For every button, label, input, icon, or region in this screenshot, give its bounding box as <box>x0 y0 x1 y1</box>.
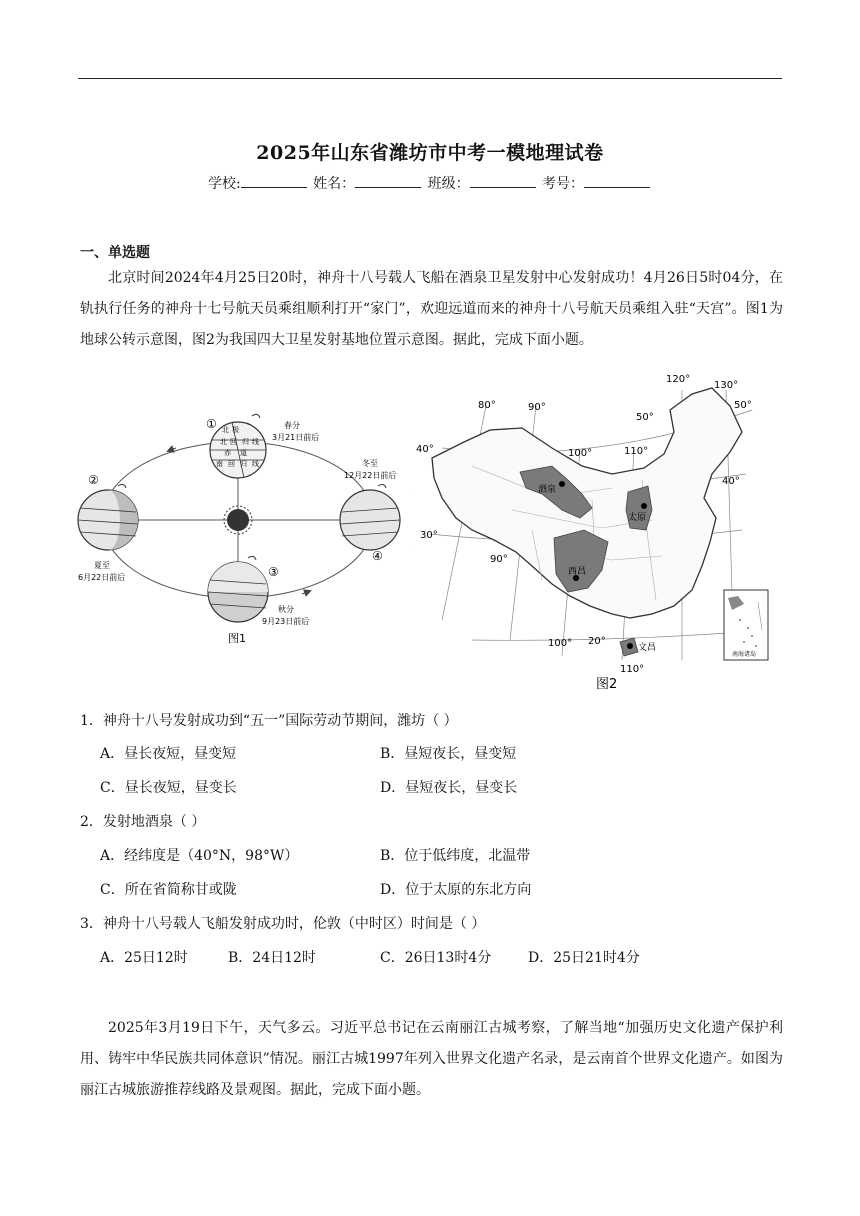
exam-number-blank[interactable] <box>584 175 650 188</box>
position-2-label: 夏至 <box>94 561 110 570</box>
lon-label-90-bottom: 90° <box>490 554 508 565</box>
class-label: 班级： <box>427 176 470 192</box>
lat-label-40-left: 40° <box>416 444 434 455</box>
header-rule <box>78 78 782 79</box>
position-4-label: 冬至 <box>362 459 378 468</box>
question-3-option-c[interactable]: C．26日13时4分 <box>380 950 492 966</box>
base-jiuquan: 酒泉 <box>538 485 557 495</box>
lat-label-40-right: 40° <box>722 476 740 487</box>
question-2-option-b[interactable]: B．位于低纬度，北温带 <box>380 848 531 864</box>
figure-1-earth-revolution <box>72 408 412 648</box>
base-taiyuan: 太原 <box>628 513 647 523</box>
svg-text:归: 归 <box>240 460 247 468</box>
position-3-label: 秋分 <box>278 605 294 614</box>
class-blank[interactable] <box>470 175 536 188</box>
figure-1-caption: 图1 <box>228 632 246 645</box>
position-2-number: ② <box>88 473 99 487</box>
position-1-date: 3月21日前后 <box>272 433 320 442</box>
svg-text:北: 北 <box>220 438 227 446</box>
wenchang-marker <box>627 643 633 649</box>
question-2-stem: 2．发射地酒泉（ ） <box>80 814 206 830</box>
question-3-stem: 3．神舟十八号载人飞船发射成功时，伦敦（中时区）时间是（ ） <box>80 916 486 932</box>
position-1-label: 春分 <box>284 421 300 430</box>
lat-label-30: 30° <box>420 530 438 541</box>
question-2-option-d[interactable]: D．位于太原的东北方向 <box>380 882 532 898</box>
svg-text:赤: 赤 <box>224 449 231 457</box>
svg-text:线: 线 <box>252 460 259 468</box>
question-1-stem: 1．神舟十八号发射成功到“五一”国际劳动节期间，潍坊（ ） <box>80 713 458 729</box>
lon-label-110: 110° <box>624 446 649 457</box>
svg-text:南: 南 <box>216 460 223 468</box>
position-2-date: 6月22日前后 <box>78 573 126 582</box>
base-xichang: 西昌 <box>568 567 587 577</box>
question-2-option-a[interactable]: A．经纬度是（40°N，98°W） <box>100 848 299 864</box>
name-label: 姓名： <box>313 176 356 192</box>
question-1-option-c[interactable]: C．昼长夜短，昼变长 <box>100 780 237 796</box>
section-heading: 一、单选题 <box>80 245 150 261</box>
globe-summer-solstice <box>78 484 138 550</box>
globe-winter-solstice <box>340 484 412 550</box>
svg-text:归: 归 <box>242 438 249 446</box>
lon-label-110-bottom: 110° <box>620 664 645 675</box>
globe-label: 北 <box>222 426 229 434</box>
lon-label-100: 100° <box>568 448 593 459</box>
exam-number-label: 考号： <box>542 176 585 192</box>
name-blank[interactable] <box>355 175 421 188</box>
position-1-number: ① <box>206 417 217 431</box>
student-info-line <box>0 173 860 193</box>
lon-label-120: 120° <box>666 374 691 385</box>
svg-text:极: 极 <box>232 426 239 434</box>
lon-label-100-bottom: 100° <box>548 638 573 649</box>
base-wenchang: 文昌 <box>638 643 657 653</box>
question-1-option-b[interactable]: B．昼短夜长，昼变短 <box>380 746 517 762</box>
school-label: 学校: <box>207 176 241 192</box>
question-3-option-d[interactable]: D．25日21时4分 <box>528 950 640 966</box>
globe-spring-equinox <box>210 414 266 478</box>
svg-text:道: 道 <box>240 449 247 457</box>
svg-text:线: 线 <box>252 438 259 446</box>
exam-title: 2025年山东省潍坊市中考一模地理试卷 <box>256 142 604 164</box>
south-china-sea-inset <box>724 590 768 660</box>
svg-text:回: 回 <box>230 438 237 446</box>
school-blank[interactable] <box>241 175 307 188</box>
lon-label-80: 80° <box>478 400 496 411</box>
figure-2-launch-bases-map <box>412 370 784 690</box>
passage-1: 北京时间2024年4月25日20时，神舟十八号载人飞船在酒泉卫星发射中心发射成功！4月26日5时04分，在轨执行任务的神舟十七号航天员乘组顺利打开“家门”，欢迎远道而来的神舟十八号航天员乘组入驻“天宫”。图1为地球公转示意图，图2为我国四大卫星发射基地位置示意图。据此，完成下面小题。 <box>80 270 783 348</box>
question-2-option-c[interactable]: C．所在省简称甘或陇 <box>100 882 237 898</box>
jiuquan-marker <box>559 481 565 487</box>
question-3-option-a[interactable]: A．25日12时 <box>100 950 188 966</box>
position-4-number: ④ <box>372 549 383 563</box>
inset-label: 南海诸岛 <box>732 651 757 658</box>
figure-2-caption: 图2 <box>596 677 618 690</box>
lat-label-50-right: 50° <box>734 400 752 411</box>
lon-label-90: 90° <box>528 402 546 413</box>
position-4-date: 12月22日前后 <box>344 471 397 480</box>
globe-autumn-equinox <box>208 556 268 622</box>
question-3-option-b[interactable]: B．24日12时 <box>228 950 316 966</box>
lon-label-130: 130° <box>714 380 739 391</box>
taiyuan-marker <box>641 503 647 509</box>
sun-icon <box>224 506 252 534</box>
position-3-number: ③ <box>268 565 279 579</box>
lat-label-20: 20° <box>588 636 606 647</box>
passage-2: 2025年3月19日下午，天气多云。习近平总书记在云南丽江古城考察，了解当地“加强历史文化遗产保护利用、铸牢中华民族共同体意识”情况。丽江古城1997年列入世界文化遗产名录，是云南首个世界文化遗产。如图为丽江古城旅游推荐线路及景观图。据此，完成下面小题。 <box>80 1020 783 1098</box>
shanxi-province-shade <box>626 486 652 530</box>
position-3-date: 9月23日前后 <box>262 617 310 626</box>
lat-label-50-left: 50° <box>636 412 654 423</box>
question-1-option-a[interactable]: A．昼长夜短，昼变短 <box>100 746 237 762</box>
svg-text:回: 回 <box>228 460 235 468</box>
question-1-option-d[interactable]: D．昼短夜长，昼变长 <box>380 780 518 796</box>
